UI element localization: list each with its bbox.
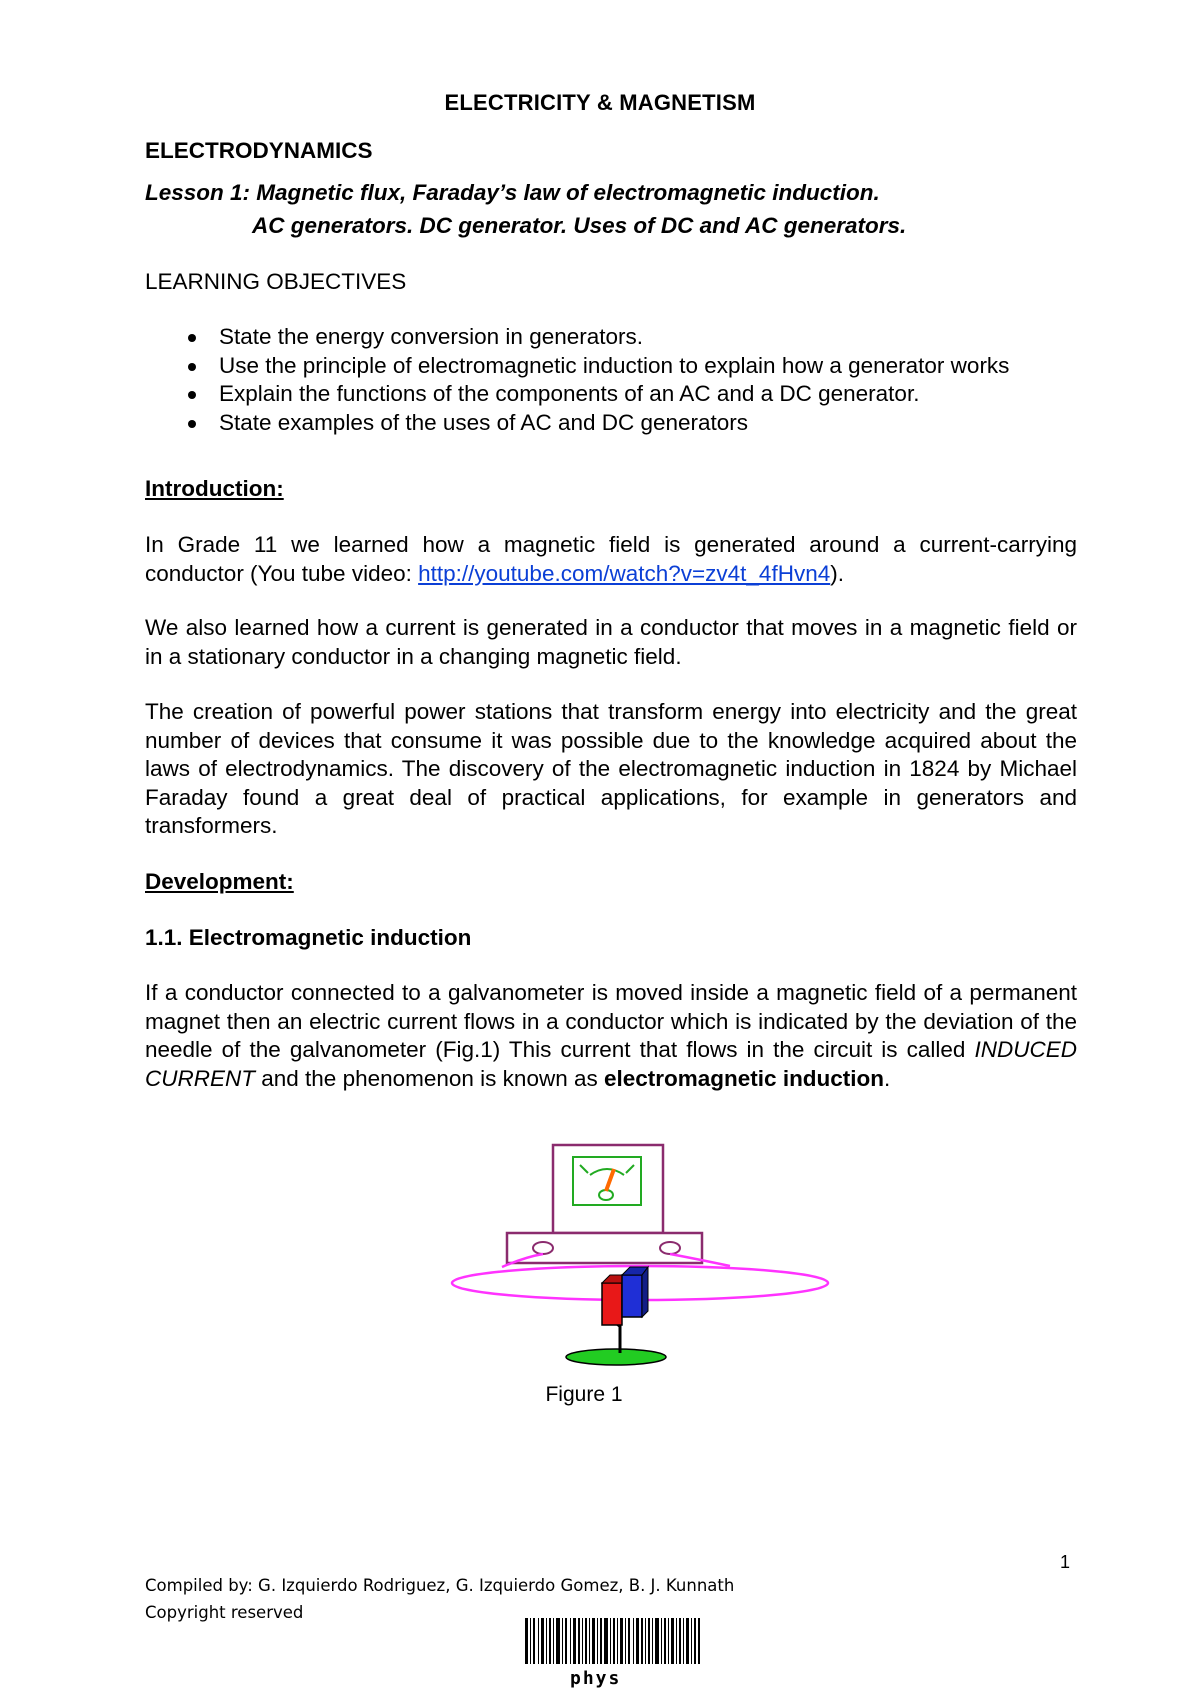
bullet-icon <box>188 334 196 342</box>
magnet-blue-pole <box>622 1275 642 1317</box>
page-number: 1 <box>1060 1552 1071 1572</box>
list-item: State examples of the uses of AC and DC generators <box>145 409 1009 438</box>
list-item: Explain the functions of the components of an AC and a DC generator. <box>145 380 1009 409</box>
bullet-icon <box>188 391 196 399</box>
intro-paragraph-2: We also learned how a current is generated in a conductor that moves in a magnetic field or in a stationary conductor in a changing magnetic field. <box>145 615 1077 669</box>
intro-paragraph-1: In Grade 11 we learned how a magnetic field is generated around a current-carrying conductor (You tube video: http://youtube.com/watch?v=zv4t_4fHvn4). <box>145 532 1077 586</box>
footer-copyright: Copyright reserved <box>145 1603 304 1622</box>
induced-current-term: INDUCED CURRENT <box>145 1037 1077 1091</box>
list-item: State the energy conversion in generators. <box>145 323 1009 352</box>
magnet-red-pole <box>602 1283 622 1325</box>
page-title: ELECTRICITY & MAGNETISM <box>444 90 756 115</box>
development-paragraph: If a conductor connected to a galvanometer is moved inside a magnetic field of a permanent magnet then an electric current flows in a conductor which is indicated by the deviation of the needle of the galvanometer (Fig.1) This current that flows in the circuit is called INDUCED CURRENT and the phenomenon is known as electromagnetic induction. <box>145 980 1077 1091</box>
figure-1-illustration <box>430 1135 850 1370</box>
figure-caption: Figure 1 <box>545 1383 623 1406</box>
lesson-title-line-2: AC generators. DC generator. Uses of DC and AC generators. <box>252 213 907 238</box>
section-heading: ELECTRODYNAMICS <box>145 138 373 163</box>
introduction-heading: Introduction: <box>145 476 284 501</box>
bullet-icon <box>188 363 196 371</box>
footer-compiled-by: Compiled by: G. Izquierdo Rodriguez, G. Izquierdo Gomez, B. J. Kunnath <box>145 1576 735 1595</box>
subsection-heading: 1.1. Electromagnetic induction <box>145 925 472 950</box>
barcode-label: phys <box>570 1668 622 1689</box>
lesson-title-line-1: Lesson 1: Magnetic flux, Faraday’s law of electromagnetic induction. <box>145 180 880 205</box>
objectives-list <box>145 323 1009 437</box>
learning-objectives-heading: LEARNING OBJECTIVES <box>145 269 407 294</box>
galvanometer-icon <box>507 1145 702 1263</box>
barcode-icon <box>525 1618 700 1664</box>
development-heading: Development: <box>145 869 294 894</box>
bullet-icon <box>188 420 196 428</box>
intro-paragraph-3: The creation of powerful power stations that transform energy into electricity and the great number of devices that consume it was possible due to the knowledge acquired about the laws of electrodynamics. The discovery of the electromagnetic induction in 1824 by Michael Faraday found a great deal of practical applications, for example in generators and transformers. <box>145 699 1077 838</box>
magnet-stand <box>566 1267 666 1365</box>
list-item: Use the principle of electromagnetic induction to explain how a generator works <box>145 352 1009 381</box>
em-induction-term: electromagnetic induction <box>604 1065 885 1091</box>
youtube-link[interactable]: http://youtube.com/watch?v=zv4t_4fHvn4 <box>418 560 831 586</box>
